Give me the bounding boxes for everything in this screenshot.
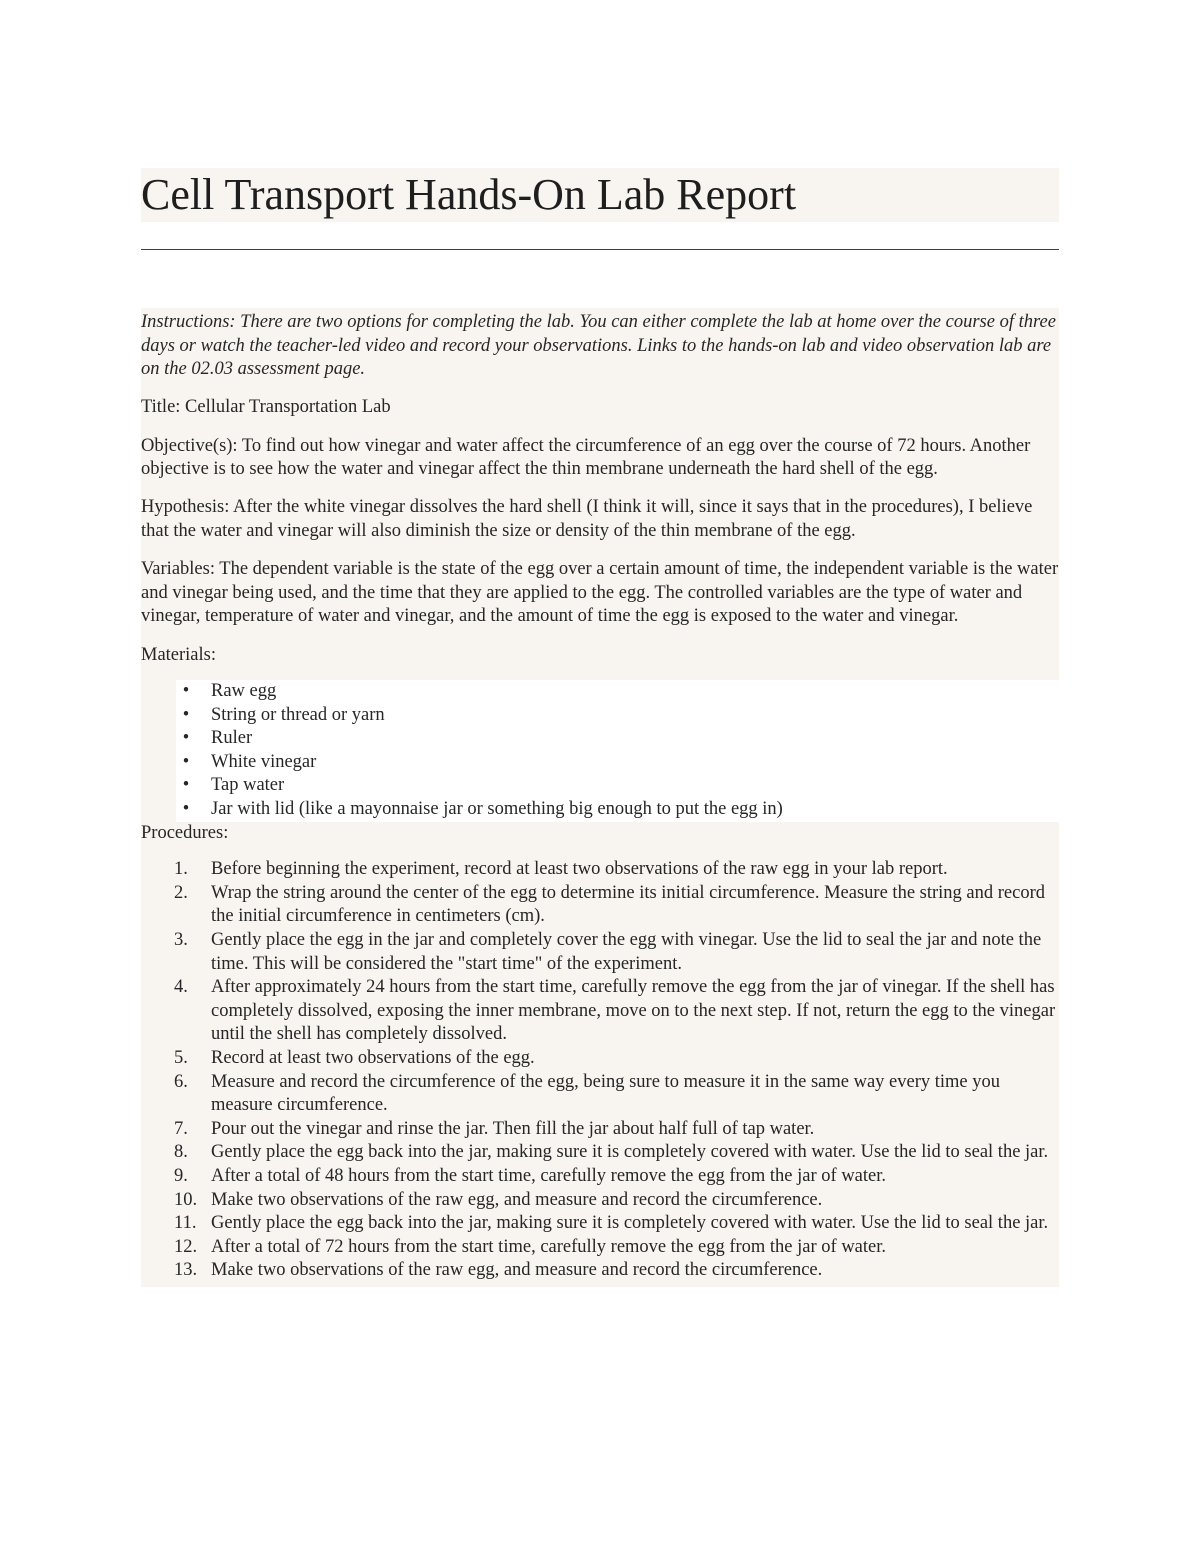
procedure-step <box>141 1259 1059 1283</box>
procedure-step-number: 12. <box>174 1236 198 1257</box>
materials-item-text: Raw egg <box>211 681 277 702</box>
procedure-step-number: 8. <box>174 1142 188 1163</box>
materials-list-item <box>176 704 1059 728</box>
procedure-step-text: Make two observations of the raw egg, and measure and record the circumference. <box>211 1260 823 1281</box>
procedure-step-text: After approximately 24 hours from the start time, carefully remove the egg from the jar of vinegar. If the shell has completely dissolved, exposing the inner membrane, move on to the next step. If not, return the egg to the vinegar until the shell has completely dissolved. <box>211 977 1056 1045</box>
procedure-step <box>141 858 1059 882</box>
procedure-step-text: Pour out the vinegar and rinse the jar. Then fill the jar about half full of tap water. <box>211 1118 815 1139</box>
materials-item-text: String or thread or yarn <box>211 704 385 725</box>
procedure-step-number: 7. <box>174 1118 188 1139</box>
lab-title-paragraph: Title: Cellular Transportation Lab <box>141 397 391 418</box>
variables-paragraph: Variables: The dependent variable is the state of the egg over a certain amount of time, the independent variable is the water and vinegar being used, and the time that they are applied to the egg. The controlled variables are the type of water and vinegar, temperature of water and vinegar, and the amount of time the egg is exposed to the water and vinegar. <box>141 559 1059 627</box>
procedure-step <box>141 1141 1059 1165</box>
procedure-step <box>141 1212 1059 1236</box>
procedure-step <box>141 1189 1059 1213</box>
bullet-icon: • <box>182 681 190 702</box>
procedure-step-text: Gently place the egg back into the jar, making sure it is completely covered with water. Use the lid to seal the jar. <box>211 1142 1049 1163</box>
objectives-paragraph: Objective(s): To find out how vinegar and water affect the circumference of an egg over the course of 72 hours. Another objective is to see how the water and vinegar affect the thin membrane underneath the hard shell of the egg. <box>141 435 1031 480</box>
materials-item-text: Jar with lid (like a mayonnaise jar or something big enough to put the egg in) <box>211 799 783 820</box>
bullet-icon: • <box>182 704 190 725</box>
bullet-icon: • <box>182 728 190 749</box>
materials-item-text: White vinegar <box>211 751 317 772</box>
procedure-step-number: 5. <box>174 1048 188 1068</box>
procedures-list <box>141 858 1059 1283</box>
procedure-step-text: Gently place the egg back into the jar, making sure it is completely covered with water. Use the lid to seal the jar. <box>211 1213 1049 1234</box>
procedure-step <box>141 976 1059 1047</box>
document-body <box>141 308 1059 1287</box>
procedure-step-number: 3. <box>174 930 188 951</box>
materials-list-item <box>176 680 1059 704</box>
hypothesis-paragraph: Hypothesis: After the white vinegar dissolves the hard shell (I think it will, since it says that in the procedures), I believe that the water and vinegar will also diminish the size or density of the thin membrane of the egg. <box>141 497 1033 541</box>
procedure-step <box>141 1236 1059 1260</box>
procedure-step-text: Measure and record the circumference of the egg, being sure to measure it in the same way every time you measure circumference. <box>211 1071 1001 1116</box>
procedure-step-text: After a total of 48 hours from the start time, carefully remove the egg from the jar of water. <box>211 1165 887 1186</box>
procedure-step-text: Before beginning the experiment, record at least two observations of the raw egg in your lab report. <box>211 859 948 880</box>
title-block <box>141 168 1059 222</box>
materials-list-item <box>176 727 1059 751</box>
materials-list-item <box>176 774 1059 798</box>
procedure-step-number: 1. <box>174 859 188 880</box>
procedure-step-number: 2. <box>174 882 188 903</box>
materials-list <box>141 680 1059 822</box>
procedure-step <box>141 1071 1059 1118</box>
procedure-step-number: 11. <box>174 1213 197 1234</box>
procedure-step <box>141 1118 1059 1142</box>
materials-list-item <box>176 798 1059 822</box>
materials-item-text: Ruler <box>211 728 253 749</box>
bullet-icon: • <box>182 751 190 772</box>
title-divider <box>141 249 1059 250</box>
procedure-step <box>141 1165 1059 1189</box>
procedure-step <box>141 882 1059 929</box>
materials-label: Materials: <box>141 644 217 665</box>
materials-item-text: Tap water <box>211 775 285 796</box>
procedure-step-text: Gently place the egg in the jar and completely cover the egg with vinegar. Use the lid to seal the jar and note the time. This will be considered the "start time" of the experiment. <box>211 930 1042 974</box>
procedure-step <box>141 929 1059 976</box>
procedure-step-text: Make two observations of the raw egg, and measure and record the circumference. <box>211 1189 823 1210</box>
instructions-paragraph: Instructions: There are two options for completing the lab. You can either complete the lab at home over the course of three days or watch the teacher-led video and record your observations. Links to the hands-on lab and video observation lab are on the 02.03 assessment page. <box>141 312 1056 380</box>
materials-list-item <box>176 751 1059 775</box>
procedure-step-number: 4. <box>174 977 188 998</box>
procedure-step-text: Record at least two observations of the egg. <box>211 1048 535 1068</box>
procedure-step-text: Wrap the string around the center of the egg to determine its initial circumference. Measure the string and record the initial circumference in centimeters (cm). <box>211 882 1045 927</box>
document-page <box>141 168 1059 1287</box>
bullet-icon: • <box>182 775 190 796</box>
procedure-step <box>141 1047 1059 1071</box>
procedure-step-text: After a total of 72 hours from the start time, carefully remove the egg from the jar of water. <box>211 1236 887 1257</box>
procedure-step-number: 10. <box>174 1189 198 1210</box>
document-title: Cell Transport Hands-On Lab Report <box>141 170 797 219</box>
bullet-icon: • <box>182 799 190 820</box>
procedure-step-number: 13. <box>174 1260 198 1281</box>
procedure-step-number: 6. <box>174 1071 188 1092</box>
procedure-step-number: 9. <box>174 1165 188 1186</box>
procedures-label: Procedures: <box>141 822 229 843</box>
